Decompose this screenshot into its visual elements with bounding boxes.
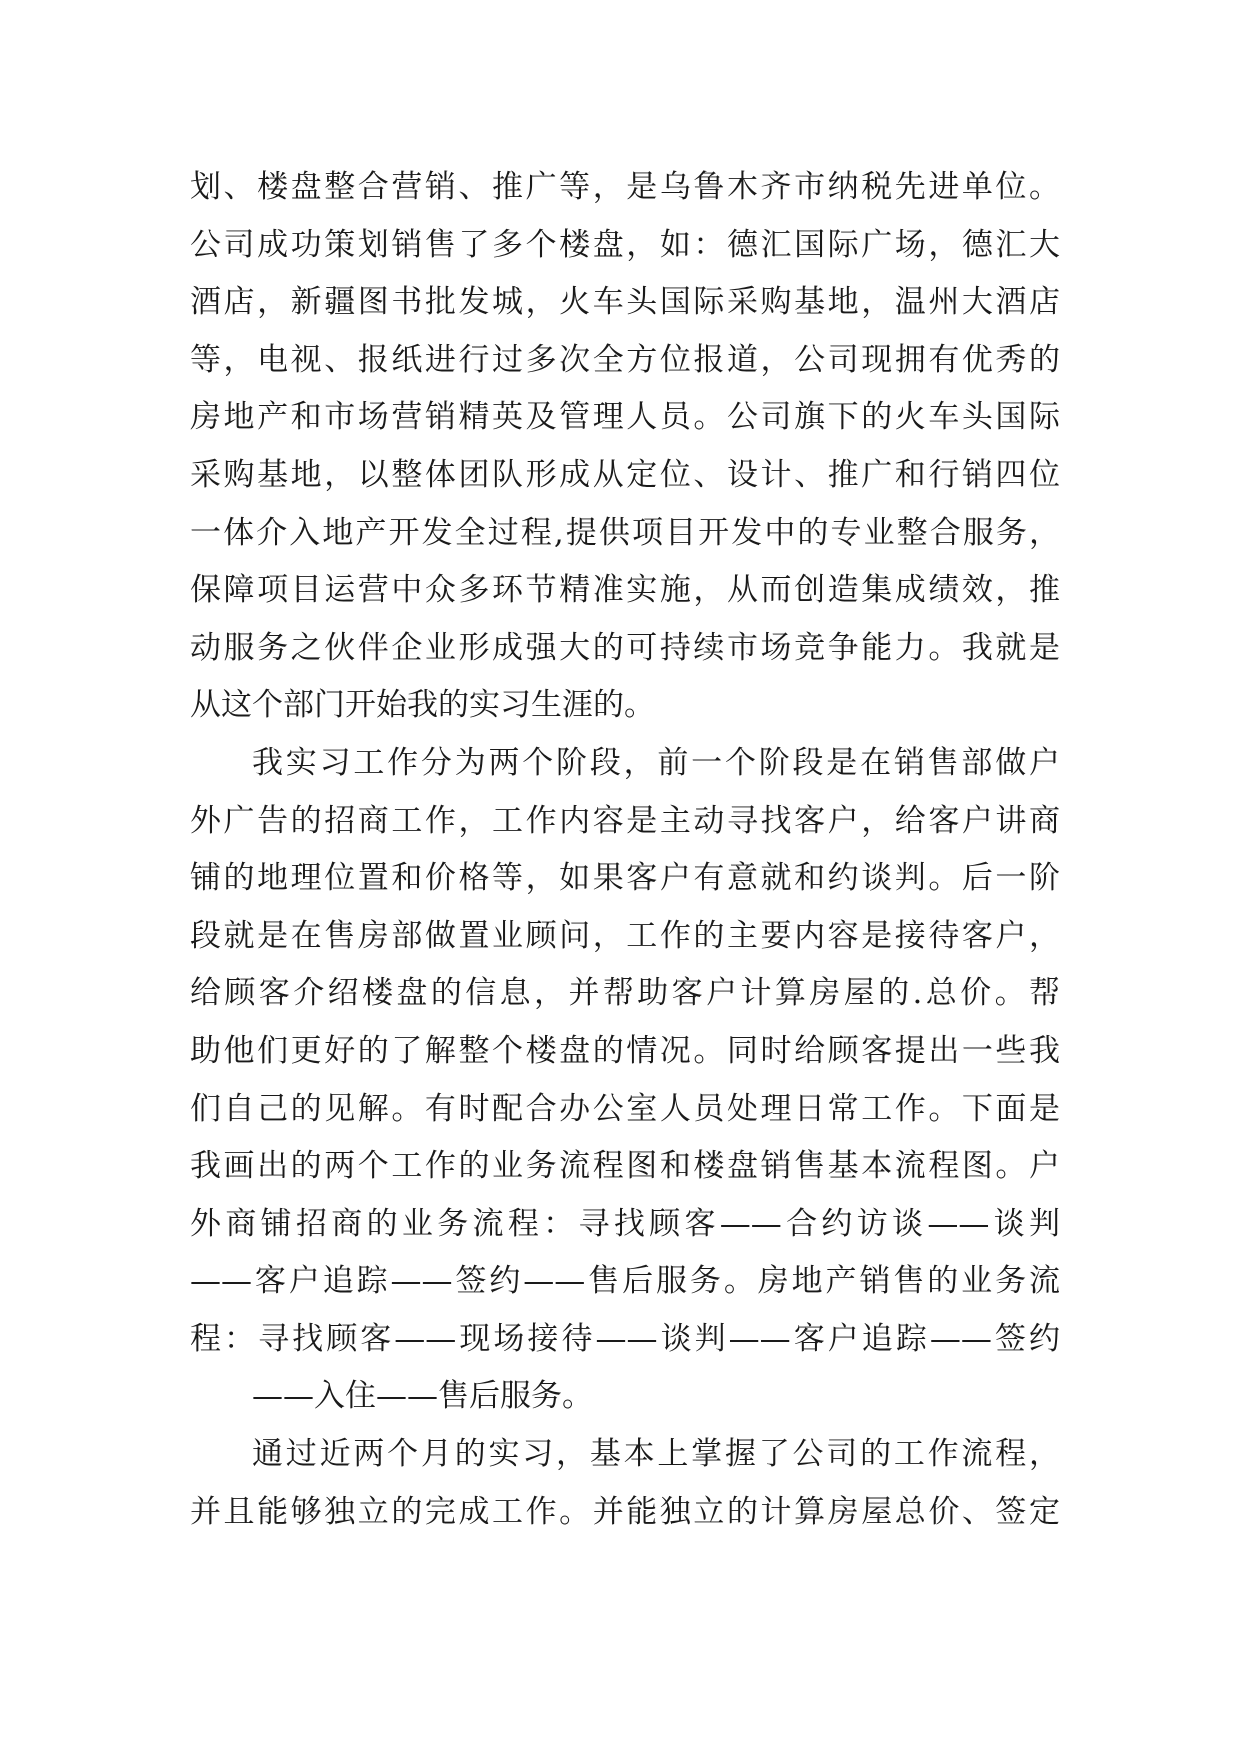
text-line: 采购基地，以整体团队形成从定位、设计、推广和行销四位 [190, 456, 1060, 493]
text-line: 划、楼盘整合营销、推广等，是乌鲁木齐市纳税先进单位。 [190, 169, 1060, 205]
text-line: 公司成功策划销售了多个楼盘，如：德汇国际广场，德汇大 [190, 226, 1060, 263]
text-line: 铺的地理位置和价格等，如果客户有意就和约谈判。后一阶 [190, 860, 1060, 897]
text-line: 从这个部门开始我的实习生涯的。 [190, 687, 655, 724]
text-line: 并且能够独立的完成工作。并能独立的计算房屋总价、签定 [190, 1493, 1060, 1530]
text-line: 动服务之伙伴企业形成强大的可持续市场竞争能力。我就是 [190, 629, 1060, 666]
text-line: 段就是在售房部做置业顾问，工作的主要内容是接待客户， [190, 917, 1060, 954]
text-line: 程：寻找顾客——现场接待——谈判——客户追踪——签约 [190, 1320, 1060, 1357]
body-text [190, 159, 1060, 1541]
text-line: ——客户追踪——签约——售后服务。房地产销售的业务流 [190, 1263, 1060, 1300]
text-line: 助他们更好的了解整个楼盘的情况。同时给顾客提出一些我 [190, 1032, 1060, 1069]
text-line: ——入住——售后服务。 [252, 1378, 593, 1415]
text-line: 我画出的两个工作的业务流程图和楼盘销售基本流程图。户 [190, 1148, 1060, 1185]
text-line: 酒店，新疆图书批发城，火车头国际采购基地，温州大酒店 [190, 284, 1060, 321]
text-line: 外广告的招商工作，工作内容是主动寻找客户，给客户讲商 [190, 802, 1060, 839]
text-line: 等，电视、报纸进行过多次全方位报道，公司现拥有优秀的 [190, 341, 1060, 378]
text-line: 房地产和市场营销精英及管理人员。公司旗下的火车头国际 [190, 399, 1060, 436]
text-line: 外商铺招商的业务流程：寻找顾客——合约访谈——谈判 [190, 1205, 1060, 1242]
paragraph-first-line: 我实习工作分为两个阶段，前一个阶段是在销售部做户 [252, 744, 1060, 781]
text-line: 给顾客介绍楼盘的信息，并帮助客户计算房屋的.总价。帮 [190, 975, 1060, 1012]
text-line: 们自己的见解。有时配合办公室人员处理日常工作。下面是 [190, 1090, 1060, 1127]
paragraph-first-line: 通过近两个月的实习，基本上掌握了公司的工作流程， [252, 1436, 1060, 1473]
text-line: 保障项目运营中众多环节精准实施，从而创造集成绩效，推 [190, 572, 1060, 609]
text-line: 一体介入地产开发全过程,提供项目开发中的专业整合服务， [190, 514, 1060, 551]
